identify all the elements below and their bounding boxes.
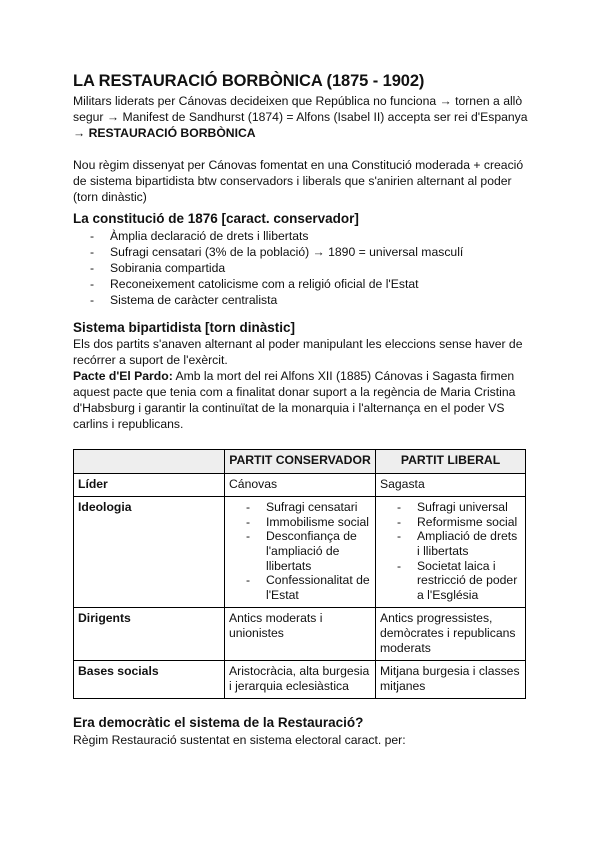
bipartisan-paragraph: [73, 336, 533, 432]
pacte-line: carlins i republicans.: [73, 417, 184, 431]
list-item: - Reformisme social: [380, 515, 521, 530]
table-row: [74, 497, 526, 608]
intro-line: segur → Manifest de Sandhurst (1874) = Alfons (Isabel II) accepta ser rei d'Espanya: [73, 110, 528, 124]
list-item: - Sufragi censatari: [229, 500, 371, 515]
table-header-conservador: PARTIT CONSERVADOR: [225, 450, 376, 474]
table-cell: Sagasta: [376, 473, 526, 497]
parties-table: [73, 449, 526, 699]
row-label: Líder: [74, 473, 225, 497]
bipartisan-line: Els dos partits s'anaven alternant al poder manipulant les eleccions sense haver de: [73, 337, 523, 351]
table-cell: Antics progressistes, demòcrates i republicans moderats: [376, 608, 526, 661]
table-cell: Mitjana burgesia i classes mitjanes: [376, 661, 526, 699]
table-cell: Antics moderats i unionistes: [225, 608, 376, 661]
cell-list: [229, 500, 371, 602]
list-item: - Desconfiança de l'ampliació de llibertats: [229, 529, 371, 573]
regime-paragraph: [73, 157, 533, 205]
list-item: - Societat laica i restricció de poder a l'Església: [380, 559, 521, 603]
table-cell: Aristocràcia, alta burgesia i jerarquia eclesiàstica: [225, 661, 376, 699]
table-cell: Cánovas: [225, 473, 376, 497]
pacte-line: [73, 368, 533, 384]
democratic-heading: Era democràtic el sistema de la Restauració?: [73, 715, 364, 730]
pacte-line: aquest pacte que tenia com a finalitat donar suport a la regència de Maria Cristina: [73, 385, 516, 399]
democratic-paragraph: [73, 732, 533, 748]
intro-line: [73, 125, 533, 141]
bipartisan-line: recórrer a suport de l'exèrcit.: [73, 353, 228, 367]
regime-line: (torn dinàstic): [73, 190, 147, 204]
table-row: [74, 608, 526, 661]
row-label: Bases socials: [74, 661, 225, 699]
table-header-row: [74, 450, 526, 474]
row-label: Dirigents: [74, 608, 225, 661]
list-item: - Sufragi censatari (3% de la població) → 1890 = universal masculí: [73, 244, 533, 260]
list-item: - Sistema de caràcter centralista: [73, 292, 533, 308]
constitution-list: [73, 228, 533, 308]
list-item: - Confessionalitat de l'Estat: [229, 573, 371, 602]
list-item: - Ampliació de drets i llibertats: [380, 529, 521, 558]
list-item: - Sufragi universal: [380, 500, 521, 515]
table-row: [74, 661, 526, 699]
table-row: [74, 473, 526, 497]
list-item: - Àmplia declaració de drets i llibertats: [73, 228, 533, 244]
cell-list: [380, 500, 521, 602]
democratic-line: Règim Restauració sustentat en sistema electoral caract. per:: [73, 733, 406, 747]
list-item: - Immobilisme social: [229, 515, 371, 530]
bipartisan-heading: Sistema bipartidista [torn dinàstic]: [73, 320, 296, 335]
row-label: Ideologia: [74, 497, 225, 608]
intro-emphasis: → RESTAURACIÓ BORBÒNICA: [73, 126, 256, 140]
pacte-label: Pacte d'El Pardo:: [73, 369, 173, 383]
constitution-heading: La constitució de 1876 [caract. conservador]: [73, 211, 359, 226]
intro-line: Militars liderats per Cánovas decideixen que República no funciona → tornen a allò: [73, 94, 523, 108]
pacte-text: Amb la mort del rei Alfons XII (1885) Cánovas i Sagasta firmen: [172, 369, 515, 383]
table-cell: [225, 497, 376, 608]
document-title: LA RESTAURACIÓ BORBÒNICA (1875 - 1902): [73, 72, 425, 90]
list-item: - Sobirania compartida: [73, 260, 533, 276]
intro-paragraph: [73, 93, 533, 141]
table-header-empty: [74, 450, 225, 474]
table-header-liberal: PARTIT LIBERAL: [376, 450, 526, 474]
regime-line: Nou règim dissenyat per Cánovas fomentat en una Constitució moderada + creació: [73, 158, 524, 172]
list-item: - Reconeixement catolicisme com a religió oficial de l'Estat: [73, 276, 533, 292]
table-cell: [376, 497, 526, 608]
pacte-line: d'Habsburg i garantir la continuïtat de la monarquia i l'alternança en el poder VS: [73, 401, 505, 415]
regime-line: de sistema bipartidista btw conservadors i liberals que s'anirien alternant al poder: [73, 174, 512, 188]
